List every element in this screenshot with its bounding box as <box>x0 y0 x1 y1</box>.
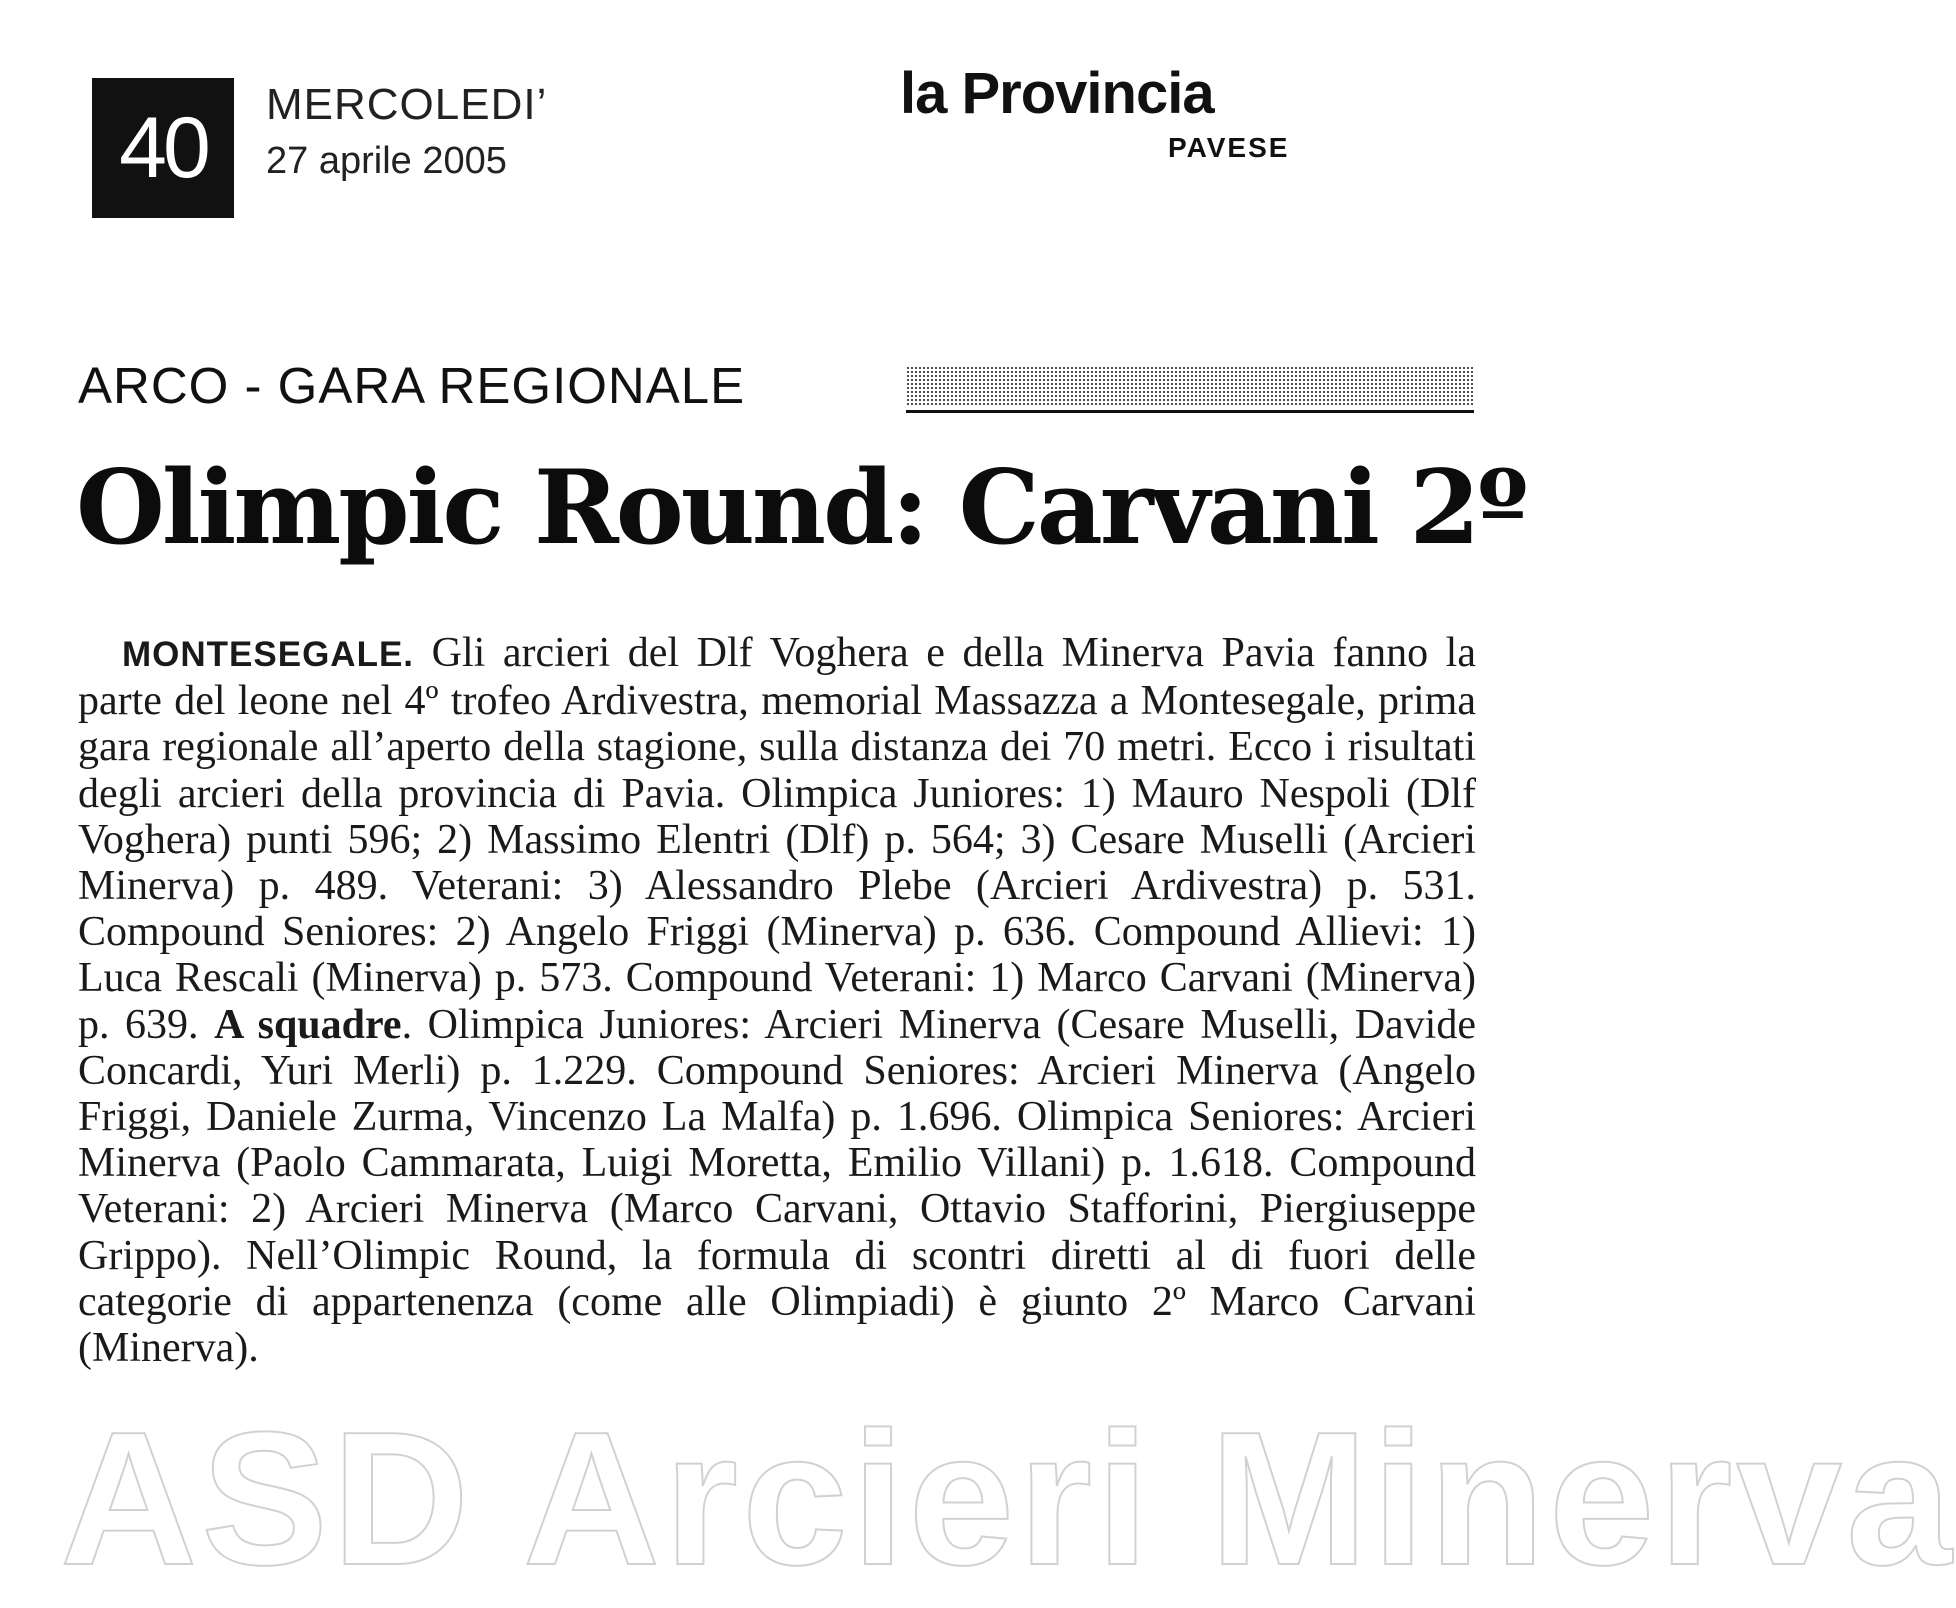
dateline: MONTESEGALE. <box>122 635 415 674</box>
body-part-2: . Olimpica Juniores: Arcieri Minerva (Cesare Muselli, Davide Concardi, Yuri Merli) p. 1.229. Compound Seniores: Arcieri Minerva (Angelo Friggi, Daniele Zurma, Vincenzo La Malfa) p. 1.696. Olimpica Seniores: Arcieri Minerva (Paolo Cammarata, Luigi Moretta, Emilio Villani) p. 1.618. Compound Veterani: 2) Arcieri Minerva (Marco Carvani, Ottavio Stafforini, Piergiuseppe Grippo). Nell’Olimpic Round, la formula di scontri diretti al di fuori delle categorie di appartenenza (come alle Olimpiadi) è giunto 2º Marco Carvani (Minerva). <box>78 1001 1476 1372</box>
newspaper-subtitle: PAVESE <box>1168 132 1290 163</box>
article-body <box>78 630 1476 1371</box>
body-part-1: Gli arcieri del Dlf Voghera e della Minerva Pavia fanno la parte del leone nel 4º trofeo Ardivestra, memorial Massazza a Montesegale, prima gara regionale all’aperto della stagione, sulla distanza dei 70 metri. Ecco i risultati degli arcieri della provincia di Pavia. Olimpica Juniores: 1) Mauro Nespoli (Dlf Voghera) punti 596; 2) Massimo Elentri (Dlf) p. 564; 3) Cesare Muselli (Arcieri Minerva) p. 489. Veterani: 3) Alessandro Plebe (Arcieri Ardivestra) p. 531. Compound Seniores: 2) Angelo Friggi (Minerva) p. 636. Compound Allievi: 1) Luca Rescali (Minerva) p. 573. Compound Veterani: 1) Marco Carvani (Minerva) p. 639. <box>78 630 1476 1048</box>
kicker-rule <box>906 410 1474 413</box>
body-bold-inline: A squadre <box>214 1001 402 1048</box>
kicker-halftone-bar <box>906 366 1474 406</box>
watermark: ASD Arcieri Minerva <box>60 1393 1956 1605</box>
page-number: 40 <box>92 78 234 218</box>
weekday: MERCOLEDI’ <box>266 80 548 129</box>
issue-date: 27 aprile 2005 <box>266 140 507 182</box>
newspaper-name: la Provincia <box>900 61 1214 126</box>
article-headline: Olimpic Round: Carvani 2º <box>76 448 1526 568</box>
section-kicker: ARCO - GARA REGIONALE <box>78 357 746 414</box>
